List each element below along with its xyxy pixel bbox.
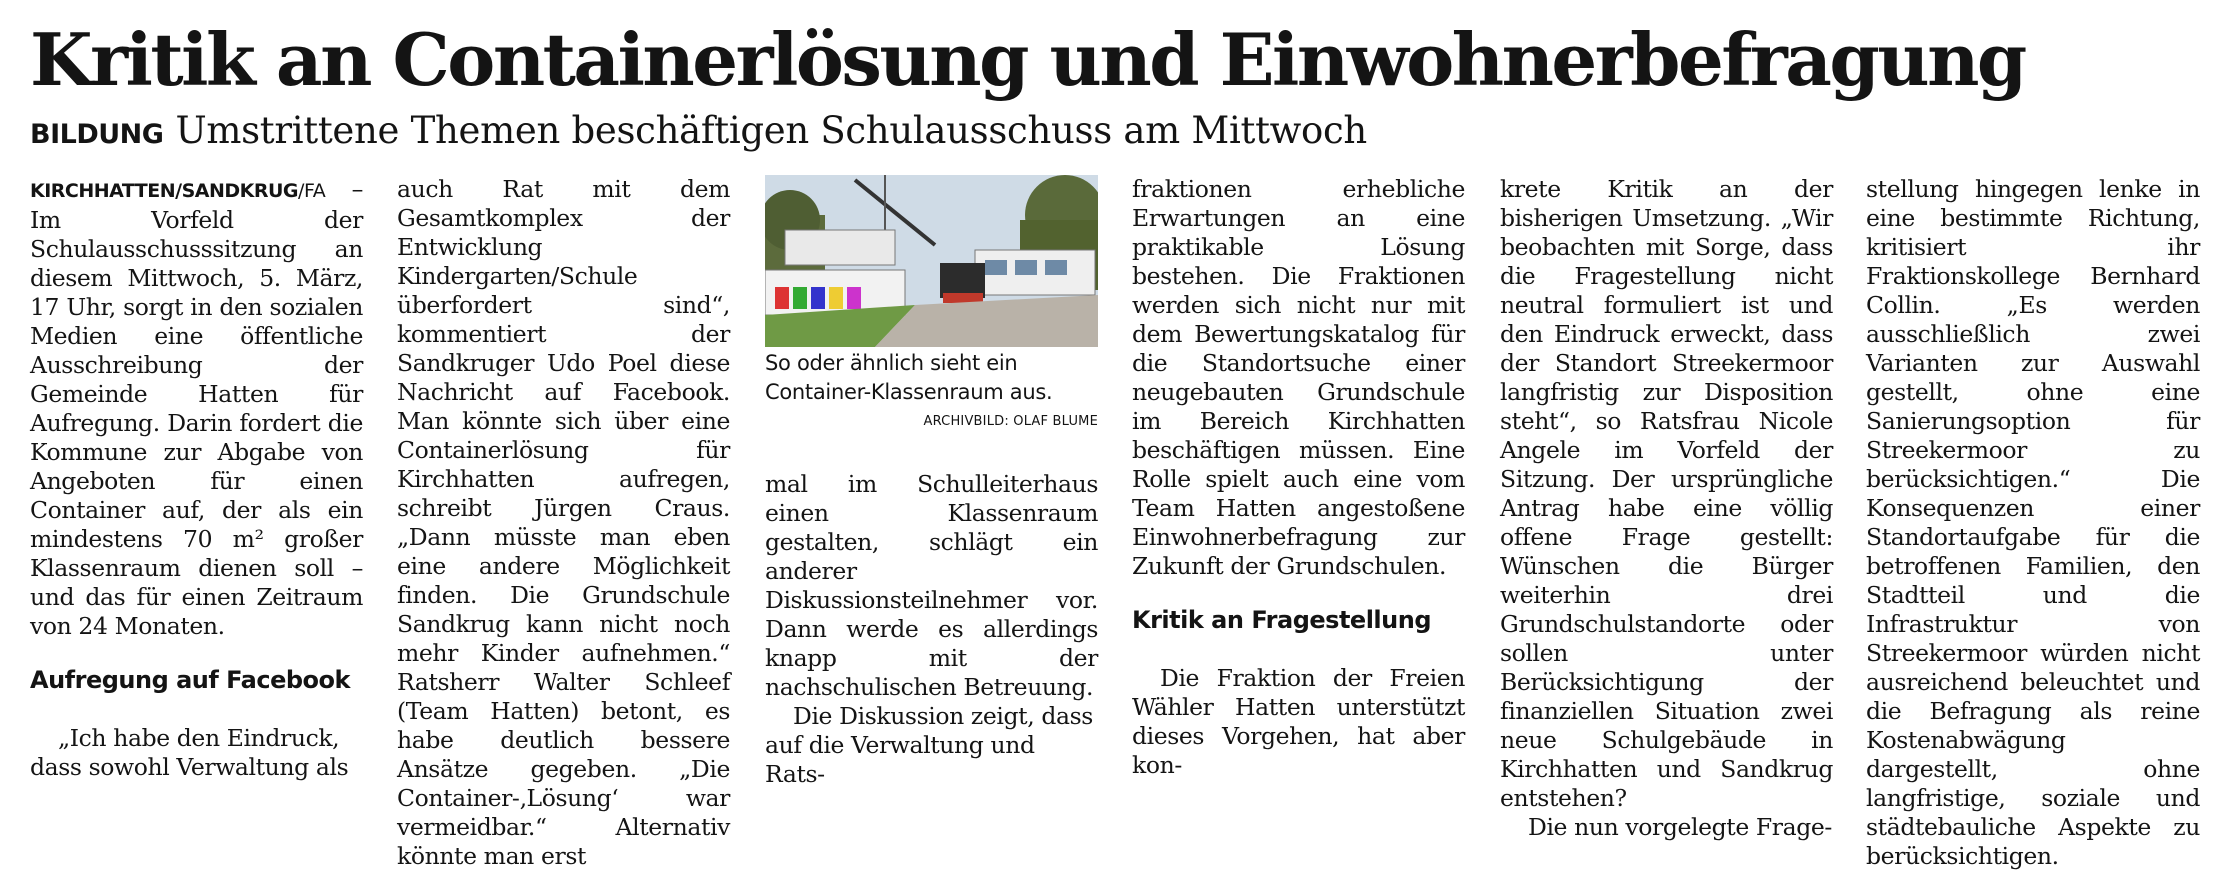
- subheading-facebook: Aufregung auf Facebook: [30, 666, 350, 694]
- column-6: [1866, 175, 2200, 871]
- lead-text: – Im Vorfeld der Schulausschusssitzung an diesem Mittwoch, 5. März, 17 Uhr, sorgt in den sozialen Medien eine öffentliche Ausschreibung der Gemeinde Hatten für Aufregung. Darin fordert die Kommune zur Abgabe von Angeboten für einen Container auf, der als ein mindestens 70 m² großer Klassenraum dienen soll – und das für einen Zeitraum von 24 Monaten.: [30, 175, 363, 640]
- paragraph: „Ich habe den Eindruck, dass sowohl Verwaltung als: [30, 724, 349, 781]
- column-1: [30, 175, 363, 782]
- article-subheadline-line: [30, 104, 2210, 162]
- column-5: [1500, 175, 1833, 842]
- article-subheadline: Umstrittene Themen beschäftigen Schulausschuss am Mittwoch: [175, 109, 1367, 152]
- column-3: [765, 175, 1098, 789]
- dateline: KIRCHHATTEN/SANDKRUG: [30, 180, 299, 202]
- paragraph: auch Rat mit dem Gesamtkomplex der Entwicklung Kindergarten/Schule überfordert sind“, kommentiert der Sandkruger Udo Poel diese Nachricht auf Facebook. Man könnte sich über eine Containerlösung für Kirchhatten aufregen, schreibt Jürgen Craus. „Dann müsste man eben eine andere Möglichkeit finden. Die Grundschule Sandkrug kann nicht noch mehr Kinder aufnehmen.“ Ratsherr Walter Schleef (Team Hatten) betont, es habe deutlich bessere Ansätze gegeben. „Die Container-‚Lösung‘ war vermeidbar.“ Alternativ könnte man erst: [397, 175, 730, 870]
- column-4: [1132, 175, 1465, 780]
- photo-credit: ARCHIVBILD: OLAF BLUME: [923, 414, 1098, 429]
- paragraph: Die nun vorgelegte Frage-: [1528, 813, 1832, 841]
- author-tag: /FA: [298, 180, 326, 202]
- lead-paragraph: [30, 175, 363, 641]
- paragraph: fraktionen erhebliche Erwartungen an eine praktikable Lösung bestehen. Die Fraktionen werden sich nicht nur mit dem Bewertungskatalog für die Standortsuche einer neugebauten Grundschule im Bereich Kirchhatten beschäftigen müssen. Eine Rolle spielt auch eine vom Team Hatten angestoßene Einwohnerbefragung zur Zukunft der Grundschulen.: [1132, 175, 1465, 580]
- container-classroom-photo: [765, 175, 1098, 347]
- article-photo: [765, 175, 1098, 347]
- article-headline: Kritik an Containerlösung und Einwohnerbefragung: [30, 17, 2025, 102]
- column-2: [397, 175, 730, 871]
- paragraph: Die Diskussion zeigt, dass auf die Verwaltung und Rats-: [765, 702, 1093, 788]
- paragraph: Die Fraktion der Freien Wähler Hatten unterstützt dieses Vorgehen, hat aber kon-: [1132, 664, 1465, 779]
- photo-caption: So oder ähnlich sieht ein Container-Klassenraum aus.: [765, 351, 1053, 404]
- section-kicker: BILDUNG: [30, 119, 164, 150]
- paragraph: krete Kritik an der bisherigen Umsetzung. „Wir beobachten mit Sorge, dass die Fragestellung nicht neutral formuliert ist und den Eindruck erweckt, dass der Standort Streekermoor langfristig zur Disposition steht“, so Ratsfrau Nicole Angele im Vorfeld der Sitzung. Der ursprüngliche Antrag habe eine völlig offene Frage gestellt: Wünschen die Bürger weiterhin drei Grundschulstandorte oder sollen unter Berücksichtigung der finanziellen Situation zwei neue Schulgebäude in Kirchhatten und Sandkrug entstehen?: [1500, 175, 1833, 812]
- paragraph: mal im Schulleiterhaus einen Klassenraum gestalten, schlägt ein anderer Diskussionsteilnehmer vor. Dann werde es allerdings knapp mit der nachschulischen Betreuung.: [765, 470, 1098, 701]
- paragraph: stellung hingegen lenke in eine bestimmte Richtung, kritisiert ihr Fraktionskollege Bernhard Collin. „Es werden ausschließlich zwei Varianten zur Auswahl gestellt, ohne eine Sanierungsoption für Streekermoor zu berücksichtigen.“ Die Konsequenzen einer Standortaufgabe für die betroffenen Familien, den Stadtteil und die Infrastruktur von Streekermoor würden nicht ausreichend beleuchtet und die Befragung als reine Kostenabwägung dargestellt, ohne langfristige, soziale und städtebauliche Aspekte zu berücksichtigen.: [1866, 175, 2200, 870]
- subheading-fragestellung: Kritik an Fragestellung: [1132, 606, 1431, 634]
